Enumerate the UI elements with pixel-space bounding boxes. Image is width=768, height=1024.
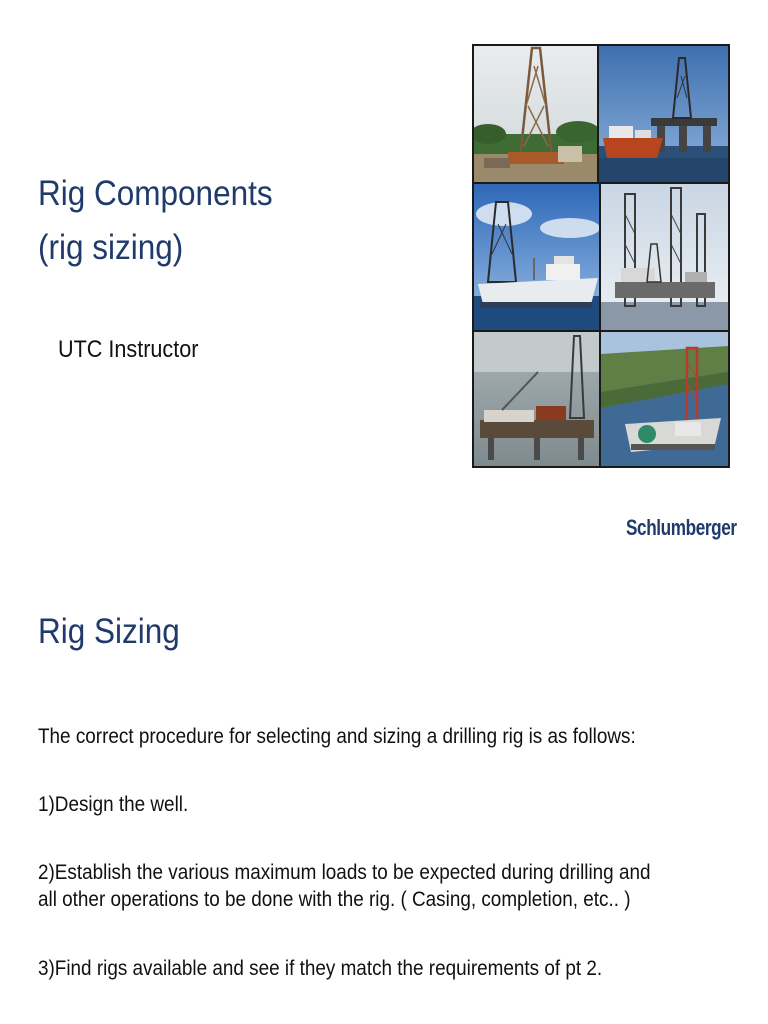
semisubmersible-rig-photo [599, 46, 728, 182]
slide-subtitle: UTC Instructor [58, 336, 199, 363]
jackup-rig-photo [601, 184, 728, 330]
slide-title-line-1: Rig Components [38, 174, 273, 213]
intro-text: The correct procedure for selecting and sizing a drilling rig is as follows: [38, 725, 636, 748]
slide-title-line-2: (rig sizing) [38, 228, 184, 267]
rig-sizing-slide [0, 576, 768, 1024]
schlumberger-logo: Schlumberger [626, 515, 737, 540]
step-2-line-1: 2)Establish the various maximum loads to be expected during drilling and [38, 861, 651, 884]
swamp-barge-rig-photo [601, 332, 728, 466]
slide-heading: Rig Sizing [38, 612, 180, 651]
offshore-platform-photo [474, 332, 599, 466]
step-2-line-2: all other operations to be done with the rig. ( Casing, completion, etc.. ) [38, 888, 631, 911]
rig-photo-collage [472, 44, 730, 468]
step-1-text: 1)Design the well. [38, 793, 189, 816]
land-rig-photo [474, 46, 597, 182]
step-3-text: 3)Find rigs available and see if they match the requirements of pt 2. [38, 957, 603, 980]
drillship-photo [474, 184, 599, 330]
